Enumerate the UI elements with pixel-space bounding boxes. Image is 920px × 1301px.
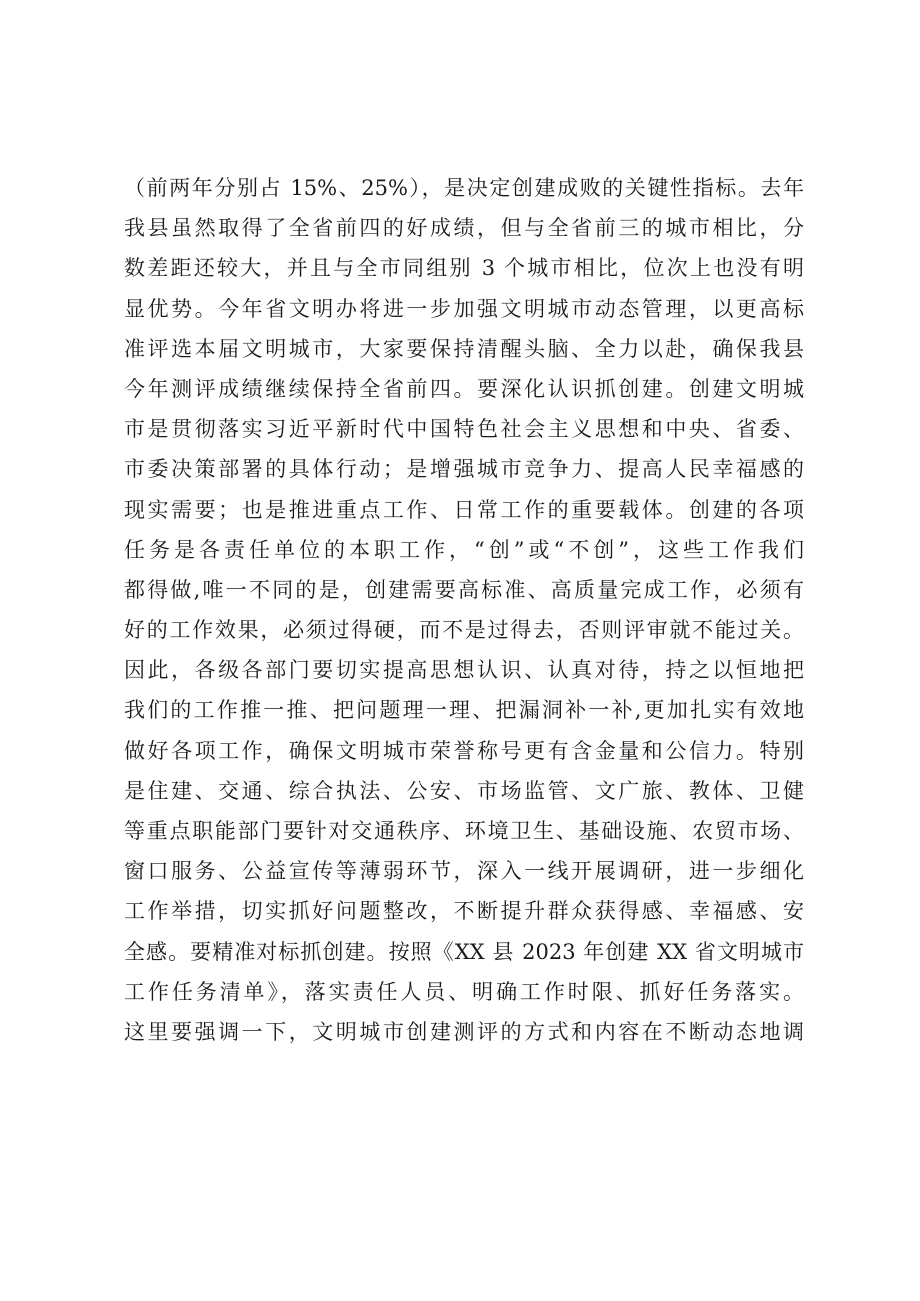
text-line: 显优势。今年省文明办将进一步加强文明城市动态管理，以更高标 [124,296,804,321]
text-line: 都得做,唯一不同的是，创建需要高标准、高质量完成工作，必须有 [124,577,804,602]
text-line: 等重点职能部门要针对交通秩序、环境卫生、基础设施、农贸市场、 [124,819,804,843]
text-line: 因此，各级各部门要切实提高思想认识、认真对待，持之以恒地把 [124,658,804,683]
text-line: 我县虽然取得了全省前四的好成绩，但与全省前三的城市相比，分 [124,216,804,241]
text-line: 工作任务清单》，落实责任人员、明确工作时限、抓好任务落实。 [124,979,804,1004]
text-line: 今年测评成绩继续保持全省前四。要深化认识抓创建。创建文明城 [124,376,804,401]
text-line: 好的工作效果，必须过得硬，而不是过得去，否则评审就不能过关。 [124,618,804,643]
text-line: 全感。要精准对标抓创建。按照《XX 县 2023 年创建 XX 省文明城市 [124,939,804,964]
text-line: 工作举措，切实抓好问题整改，不断提升群众获得感、幸福感、安 [124,899,804,924]
text-line: 这里要强调一下，文明城市创建测评的方式和内容在不断动态地调 [124,1019,804,1044]
text-line: 做好各项工作，确保文明城市荣誉称号更有含金量和公信力。特别 [124,738,804,763]
text-line: 任务是各责任单位的本职工作，“创”或“不创”，这些工作我们 [124,537,804,562]
text-line: 我们的工作推一推、把问题理一理、把漏洞补一补,更加扎实有效地 [124,698,804,723]
text-line: 数差距还较大，并且与全市同组别 3 个城市相比，位次上也没有明 [124,256,804,281]
body-paragraph [124,168,804,1052]
text-line: （前两年分别占 15%、25%），是决定创建成败的关键性指标。去年 [124,176,804,200]
text-line: 市委决策部署的具体行动；是增强城市竞争力、提高人民幸福感的 [124,457,804,482]
text-line: 现实需要；也是推进重点工作、日常工作的重要载体。创建的各项 [124,497,804,522]
text-line: 是住建、交通、综合执法、公安、市场监管、文广旅、教体、卫健 [124,778,804,803]
text-line: 准评选本届文明城市，大家要保持清醒头脑、全力以赴，确保我县 [124,336,804,361]
text-line: 市是贯彻落实习近平新时代中国特色社会主义思想和中央、省委、 [124,417,804,442]
text-line: 窗口服务、公益宣传等薄弱环节，深入一线开展调研，进一步细化 [124,859,804,884]
